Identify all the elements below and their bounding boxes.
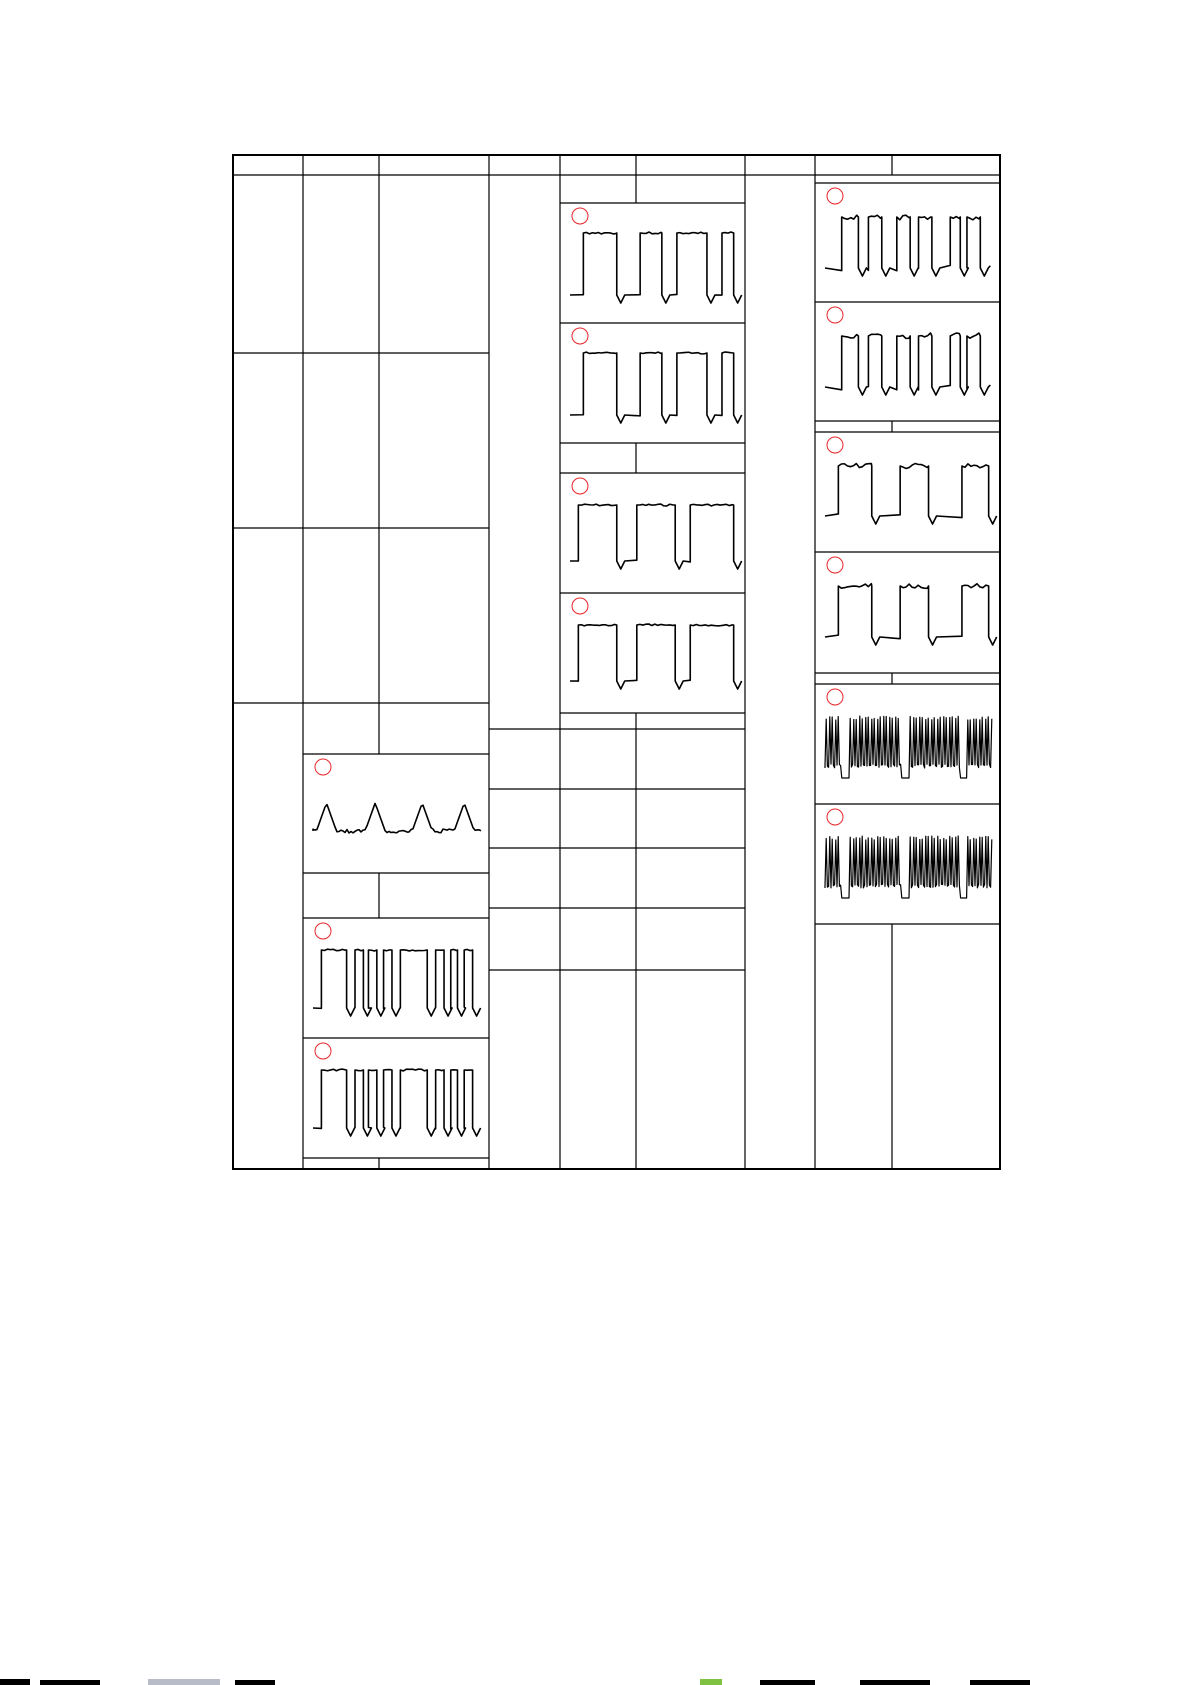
waveform-trace <box>825 716 992 778</box>
column-group-right <box>815 175 1000 1169</box>
waveform-trace <box>313 1069 481 1136</box>
column-group-left <box>233 175 489 1169</box>
waveform-plots <box>313 188 997 1136</box>
waveform-trace <box>570 504 742 569</box>
waveform-trace <box>570 624 742 689</box>
waveform-trace <box>825 836 992 898</box>
waveform-trace <box>825 464 997 524</box>
waveform-marker-circle <box>827 689 843 705</box>
waveform-w3 <box>570 478 742 569</box>
waveform-marker-circle <box>827 307 843 323</box>
waveform-trace <box>570 352 742 423</box>
waveform-marker-circle <box>827 809 843 825</box>
waveform-marker-circle <box>315 759 331 775</box>
waveform-w12 <box>825 689 992 778</box>
waveform-w1 <box>570 208 742 303</box>
waveform-marker-circle <box>827 557 843 573</box>
waveform-w9 <box>825 307 990 395</box>
waveform-w8 <box>825 188 990 276</box>
waveform-w5 <box>313 759 481 833</box>
waveform-marker-circle <box>827 188 843 204</box>
footer-highlight-mark <box>148 1679 220 1685</box>
waveform-trace <box>825 584 997 645</box>
waveform-trace <box>570 232 742 303</box>
waveform-w4 <box>570 598 742 689</box>
waveform-w2 <box>570 328 742 423</box>
waveform-trace <box>313 949 481 1016</box>
waveform-w10 <box>825 437 997 524</box>
waveform-trace <box>313 803 481 833</box>
table-header-row <box>233 155 1000 175</box>
waveform-w11 <box>825 557 997 645</box>
waveform-marker-circle <box>572 598 588 614</box>
waveform-w7 <box>313 1043 481 1136</box>
waveform-marker-circle <box>572 478 588 494</box>
waveform-marker-circle <box>572 328 588 344</box>
waveform-marker-circle <box>315 1043 331 1059</box>
waveform-marker-circle <box>827 437 843 453</box>
waveform-w13 <box>825 809 992 898</box>
waveform-marker-circle <box>572 208 588 224</box>
waveform-trace <box>825 333 990 395</box>
footer-green-mark <box>700 1679 722 1685</box>
waveform-trace <box>825 215 990 276</box>
waveform-w6 <box>313 923 481 1016</box>
waveform-marker-circle <box>315 923 331 939</box>
